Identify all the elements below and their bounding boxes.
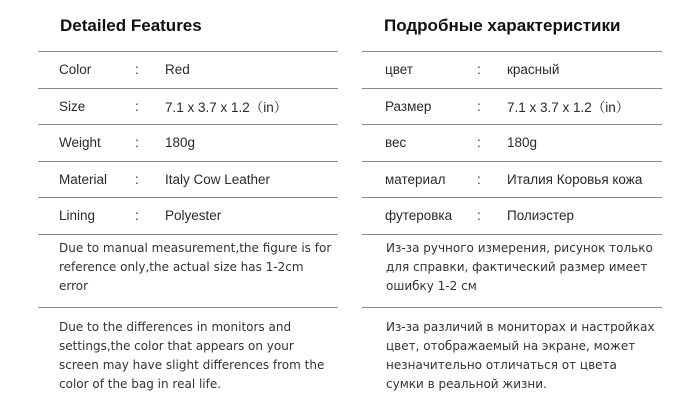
- spec-separator: :: [135, 62, 139, 78]
- spec-separator: :: [135, 208, 139, 224]
- spec-row-size: [38, 89, 338, 126]
- spec-separator: :: [135, 171, 139, 187]
- spec-separator: :: [477, 62, 481, 78]
- spec-value: красный: [507, 62, 560, 78]
- spec-label: цвет: [385, 62, 413, 78]
- spec-row-lining: [38, 198, 338, 235]
- spec-separator: :: [477, 171, 481, 187]
- color-difference-note: Из-за различий в мониторах и настройках цвет, отображаемый на экране, может незначительно отличаться от цвета сумки в реальной жизни.: [386, 319, 655, 391]
- english-heading: Detailed Features: [38, 0, 338, 52]
- measurement-note: Из-за ручного измерения, рисунок только для справки, фактический размер имеет ошибку 1-2 см: [362, 235, 662, 308]
- spec-label: Size: [59, 98, 86, 114]
- spec-row-weight: [362, 125, 662, 162]
- spec-label: Material: [59, 171, 108, 187]
- spec-label: вес: [385, 135, 407, 151]
- english-features-column: [38, 0, 338, 399]
- color-difference-note: Due to the differences in monitors and settings,the color that appears on your screen may have slight differences from the color of the bag in real life.: [59, 319, 325, 391]
- spec-separator: :: [477, 98, 481, 114]
- spec-value: 7.1 x 3.7 x 1.2（in）: [507, 100, 630, 116]
- spec-label: Color: [59, 62, 92, 78]
- spec-row-color: [38, 52, 338, 89]
- spec-row-size: [362, 89, 662, 126]
- spec-row-lining: [362, 198, 662, 235]
- spec-value: Red: [165, 62, 190, 78]
- spec-value: Италия Коровья кожа: [507, 171, 643, 187]
- spec-value: Italy Cow Leather: [165, 171, 271, 187]
- spec-row-color: [362, 52, 662, 89]
- spec-label: футеровка: [385, 208, 453, 224]
- spec-row-weight: [38, 125, 338, 162]
- spec-value: Polyester: [165, 208, 222, 224]
- spec-label: Lining: [59, 208, 96, 224]
- spec-separator: :: [477, 208, 481, 224]
- spec-value: 180g: [165, 135, 196, 151]
- spec-label: материал: [385, 171, 446, 187]
- spec-value: 7.1 x 3.7 x 1.2（in）: [165, 100, 288, 116]
- spec-separator: :: [135, 98, 139, 114]
- spec-label: Weight: [59, 135, 101, 151]
- spec-value: Полиэстер: [507, 208, 575, 224]
- russian-heading: Подробные характеристики: [362, 0, 662, 52]
- spec-separator: :: [135, 135, 139, 151]
- spec-label: Размер: [385, 98, 432, 114]
- spec-row-material: [362, 162, 662, 199]
- spec-separator: :: [477, 135, 481, 151]
- measurement-note: Due to manual measurement,the figure is for reference only,the actual size has 1-2cm error: [38, 235, 338, 308]
- spec-row-material: [38, 162, 338, 199]
- russian-features-column: [362, 0, 662, 399]
- spec-value: 180g: [507, 135, 538, 151]
